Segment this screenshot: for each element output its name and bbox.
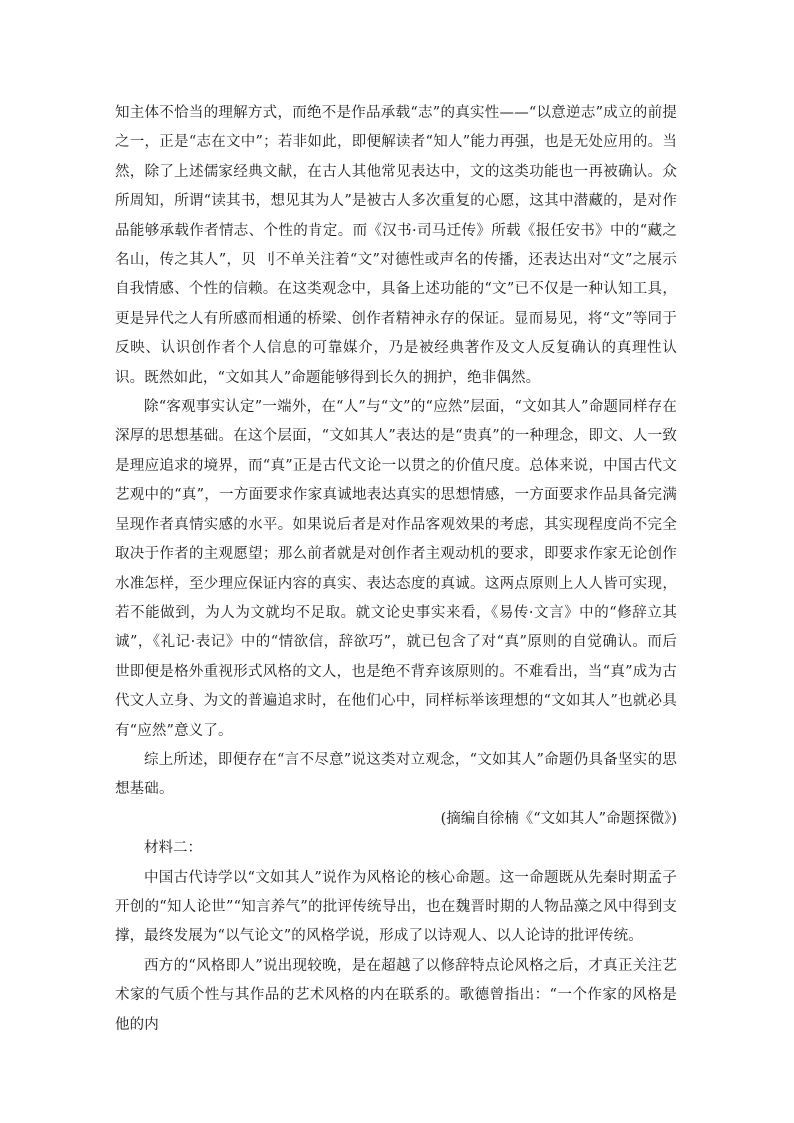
paragraph-1: 知主体不恰当的理解方式，而绝不是作品承载“志”的真实性——“以意逆志”成立的前提之一，正是“志在文中”；若非如此，即便解读者“知人”能力再强，也是无处应用的。当然，除了上述儒家经典文献，在古人其他常见表达中，文的这类功能也一再被确认。众所周知，所谓“读其书，想见其为人”是被古人多次重复的心愿，这其中潜藏的，是对作品能够承载作者情志、个性的肯定。而《汉书·司马迁传》所载《报任安书》中的“藏之名山，传之其人”，贝 刂不单关注着“文”对德性或声名的传播，还表达出对“文”之展示自我情感、个性的信赖。在这类观念中，具备上述功能的“文”已不仅是一种认知工具，更是异代之人有所感而相通的桥梁、创作者精神永存的保证。显而易见，将“文”等同于反映、认识创作者个人信息的可靠媒介，乃是被经典著作及文人反复确认的真理性认识。既然如此，“文如其人”命题能够得到长久的拥护，绝非偶然。 — [115, 105, 677, 386]
paragraph-3: 综上所述，即便存在“言不尽意”说这类对立观念，“文如其人”命题仍具备坚实的思想基础。 — [115, 751, 677, 798]
paragraph-4: 中国古代诗学以“文如其人”说作为风格论的核心命题。这一命题既从先秦时期孟子开创的“知人论世”“知言养气”的批评传统导出，也在魏晋时期的人物品藻之风中得到支撑，最终发展为“以气论文”的风格学说，形成了以诗观人、以人论诗的批评传统。 — [115, 869, 677, 945]
document-page — [115, 99, 677, 1040]
paragraph-2: 除“客观事实认定”一端外，在“人”与“文”的“应然”层面，“文如其人”命题同样存在深厚的思想基础。在这个层面，“文如其人”表达的是“贵真”的一种理念，即文、人一致是理应追求的境界，而“真”正是古代文论一以贯之的价值尺度。总体来说，中国古代文艺观中的“真”，一方面要求作家真诚地表达真实的思想情感，一方面要求作品具备完满呈现作者真情实感的水平。如果说后者是对作品客观效果的考虑，其实现程度尚不完全取决于作者的主观愿望；那么前者就是对创作者主观动机的要求，即要求作家无论创作水准怎样，至少理应保证内容的真实、表达态度的真诚。这两点原则上人人皆可实现，若不能做到，为人为文就均不足取。就文论史事实来看，《易传·文言》中的“修辞立其诚”，《礼记·表记》中的“情欲信，辞欲巧”，就已包含了对“真”原则的自觉确认。而后世即便是格外重视形式风格的文人，也是绝不背弃该原则的。不难看出，当“真”成为古代文人立身、为文的普遍追求时，在他们心中，同样标举该理想的“文如其人”也就必具有“应然”意义了。 — [115, 399, 677, 739]
paragraph-5: 西方的“风格即人”说出现较晚，是在超越了以修辞特点论风格之后，才真正关注艺术家的气质个性与其作品的艺术风格的内在联系的。歌德曾指出：“一个作家的风格是他的内 — [115, 957, 677, 1033]
material-label: 材料二： — [144, 840, 202, 857]
source-citation: (摘编自徐楠《“文如其人”命题探微》) — [440, 810, 677, 827]
